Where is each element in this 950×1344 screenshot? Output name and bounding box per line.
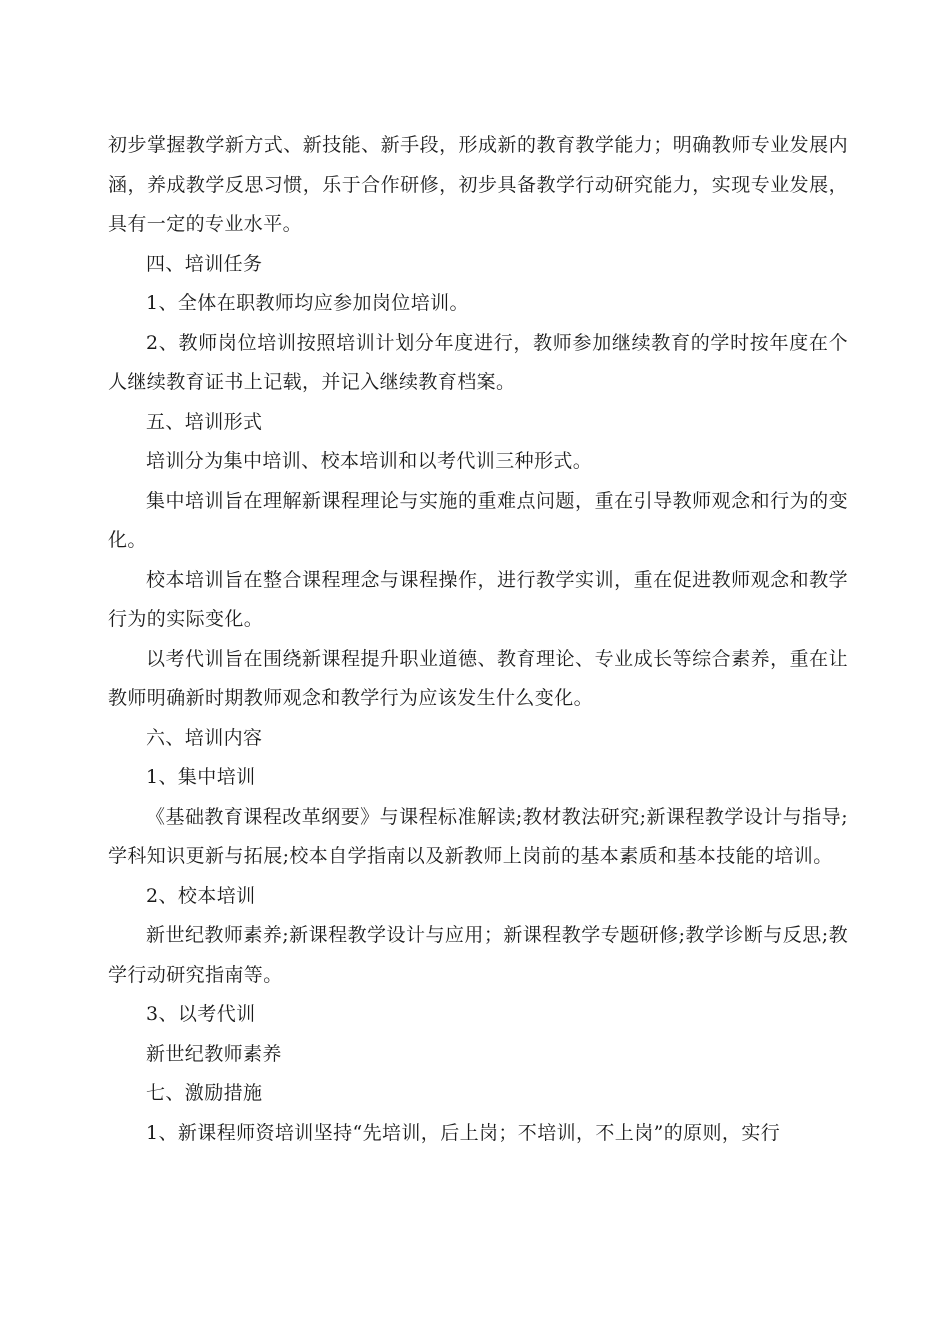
- paragraph: 1、全体在职教师均应参加岗位培训。: [146, 292, 469, 314]
- paragraph: 集中培训旨在理解新课程理论与实施的重难点问题，重在引导教师观念和行为的变化。: [108, 489, 848, 551]
- subheading-school-based-training: 2、校本培训: [146, 884, 256, 907]
- paragraph: 新世纪教师素养: [146, 1042, 282, 1065]
- document-body: [108, 126, 848, 1153]
- subheading-exam-instead-of-training: 3、以考代训: [146, 1003, 256, 1025]
- paragraph: 校本培训旨在整合课程理念与课程操作，进行教学实训，重在促进教师观念和教学行为的实际变化。: [108, 568, 848, 630]
- paragraph: 培训分为集中培训、校本培训和以考代训三种形式。: [146, 450, 593, 472]
- paragraph: 2、教师岗位培训按照培训计划分年度进行，教师参加继续教育的学时按年度在个人继续教育证书上记载，并记入继续教育档案。: [108, 331, 848, 393]
- paragraph-intro-continuation: 初步掌握教学新方式、新技能、新手段，形成新的教育教学能力；明确教师专业发展内涵，养成教学反思习惯，乐于合作研修，初步具备教学行动研究能力，实现专业发展，具有一定的专业水平。: [108, 134, 848, 235]
- paragraph: 新世纪教师素养;新课程教学设计与应用；新课程教学专题研修;教学诊断与反思;教学行动研究指南等。: [108, 924, 848, 986]
- section-heading-incentive-measures: 七、激励措施: [146, 1082, 263, 1104]
- paragraph: 以考代训旨在围绕新课程提升职业道德、教育理论、专业成长等综合素养，重在让教师明确新时期教师观念和教学行为应该发生什么变化。: [108, 647, 848, 709]
- paragraph: 1、新课程师资培训坚持“先培训，后上岗；不培训，不上岗”的原则，实行: [146, 1121, 781, 1144]
- section-heading-training-forms: 五、培训形式: [146, 410, 263, 433]
- section-heading-training-tasks: 四、培训任务: [146, 252, 263, 275]
- subheading-centralized-training: 1、集中培训: [146, 766, 256, 788]
- section-heading-training-content: 六、培训内容: [146, 726, 263, 749]
- paragraph: 《基础教育课程改革纲要》与课程标准解读;教材教法研究;新课程教学设计与指导;学科知识更新与拓展;校本自学指南以及新教师上岗前的基本素质和基本技能的培训。: [108, 805, 848, 867]
